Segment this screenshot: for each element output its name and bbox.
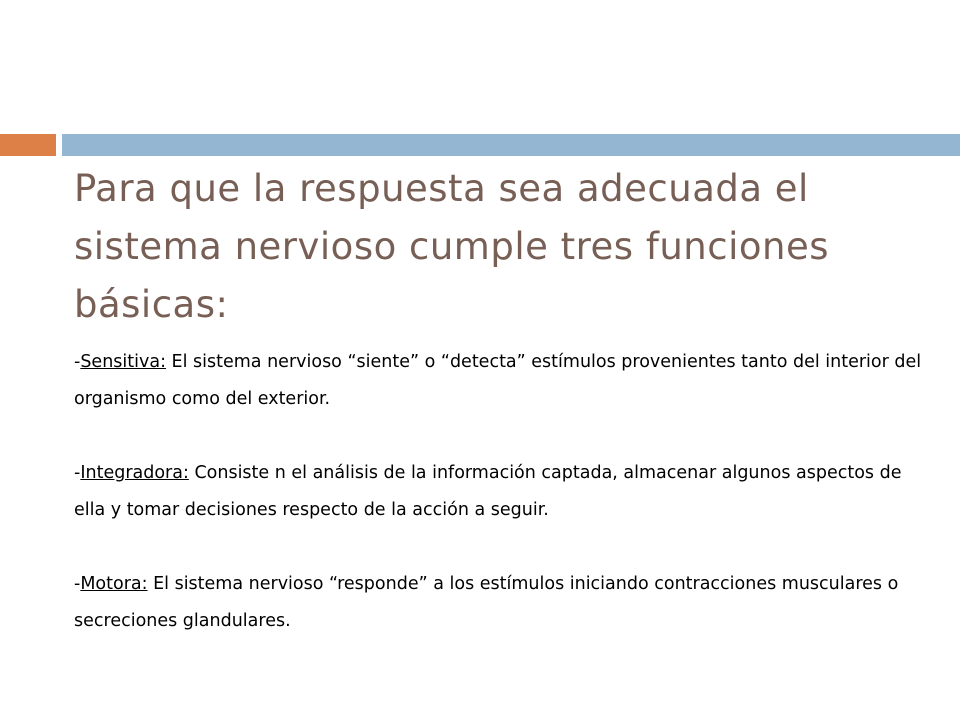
- function-prefix: -: [74, 463, 81, 483]
- function-term: Integradora:: [80, 463, 189, 483]
- function-text: Consiste n el análisis de la información captada, almacenar algunos aspectos de ella y tomar decisiones respecto de la acción a seguir.: [74, 463, 902, 520]
- function-term: Motora:: [80, 574, 148, 594]
- paragraph-spacer: [74, 418, 934, 455]
- function-prefix: -: [74, 352, 81, 372]
- function-motora: [74, 566, 934, 640]
- function-integradora: [74, 455, 934, 529]
- paragraph-spacer: [74, 529, 934, 566]
- function-text: El sistema nervioso “siente” o “detecta” estímulos provenientes tanto del interior del organismo como del exterior.: [74, 352, 922, 409]
- function-sensitiva: [74, 344, 934, 418]
- function-prefix: -: [74, 574, 81, 594]
- accent-bar-blue: [62, 134, 960, 156]
- function-text: El sistema nervioso “responde” a los estímulos iniciando contracciones musculares o secreciones glandulares.: [74, 574, 899, 631]
- slide-title: Para que la respuesta sea adecuada el sistema nervioso cumple tres funciones básicas:: [74, 167, 830, 326]
- function-term: Sensitiva:: [80, 352, 166, 372]
- accent-bar-orange: [0, 134, 56, 156]
- slide-body: [74, 344, 934, 640]
